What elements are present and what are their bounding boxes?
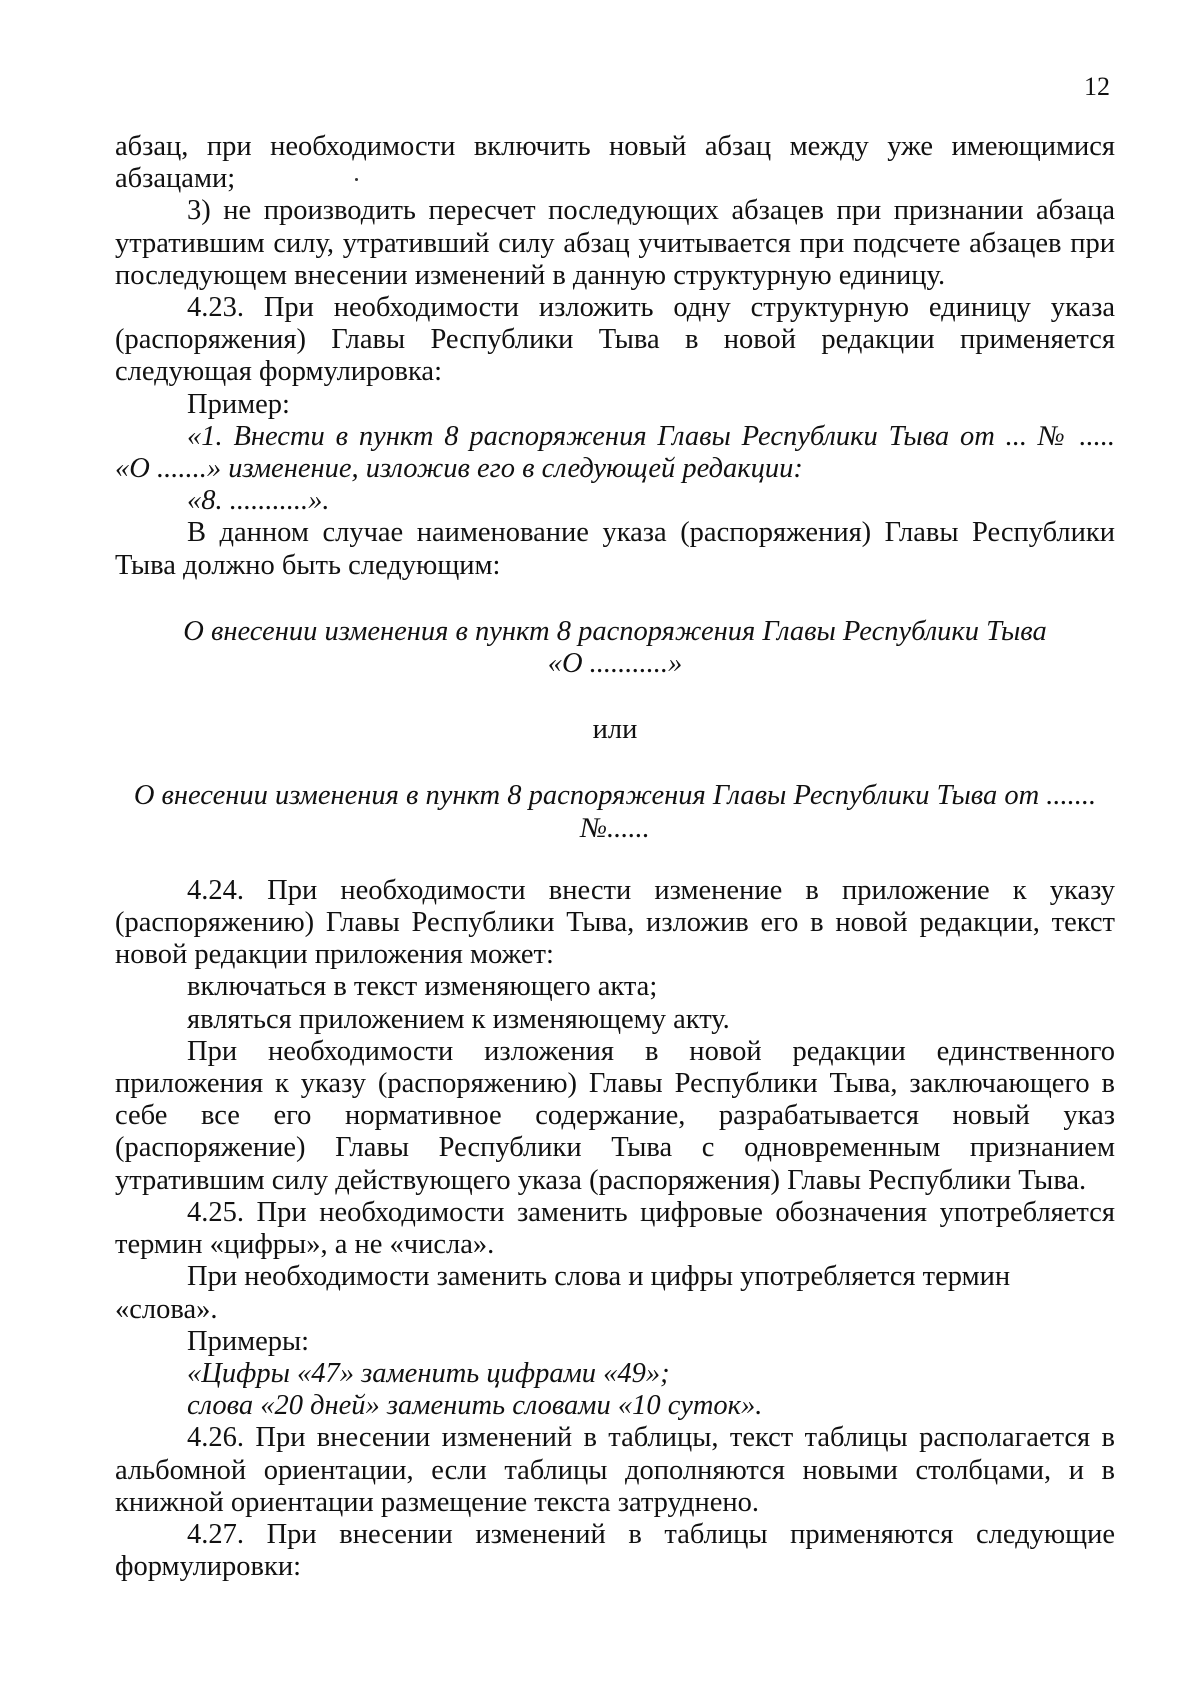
paragraph-line: абзацами; [115, 163, 236, 195]
paragraph: Примеры: [187, 1325, 310, 1357]
paragraph: 4.27. При внесении изменений в таблицы применяются следующие формулировки: [115, 1518, 1115, 1583]
paragraph: При необходимости изложения в новой редакции единственного приложения к указу (распоряжению) Главы Республики Тыва, заключающего в себе все его нормативное содержание, разрабатывается новый указ (распоряжение) Главы Республики Тыва с одновременным признанием утратившим силу действующего указа (распоряжения) Главы Республики Тыва. [115, 1035, 1115, 1196]
paragraph: В данном случае наименование указа (распоряжения) Главы Республики Тыва должно быть следующим: [115, 517, 1115, 581]
paragraph: 4.25. При необходимости заменить цифровые обозначения употребляется термин «цифры», а не «числа». [115, 1196, 1115, 1261]
paragraph: 4.23. При необходимости изложить одну структурную единицу указа (распоряжения) Главы Республики Тыва в новой редакции применяется следующая формулировка: [115, 292, 1115, 388]
paragraph: 3) не производить пересчет последующих абзацев при признании абзаца утратившим силу, утративший силу абзац учитывается при подсчете абзацев при последующем внесении изменений в данную структурную единицу. [115, 195, 1115, 291]
example-line: «1. Внести в пункт 8 распоряжения Главы Республики Тыва от ... № ..... [187, 420, 1115, 452]
paragraph: При необходимости заменить слова и цифры употребляется термин «слова». [115, 1261, 1011, 1325]
example-title-line: «О ...........» [547, 648, 683, 680]
paragraph: являться приложением к изменяющему акту. [187, 1003, 730, 1035]
example-line: «О .......» изменение, изложив его в следующей редакции: [115, 453, 803, 485]
example-line: «8. ...........». [187, 485, 330, 517]
example-line: «Цифры «47» заменить цифрами «49»; [187, 1357, 670, 1389]
example-title-line: №...... [580, 812, 650, 844]
example-title-line: О внесении изменения в пункт 8 распоряжения Главы Республики Тыва [183, 615, 1047, 647]
paragraph-line: абзац, при необходимости включить новый абзац между уже имеющимися [115, 131, 1115, 162]
paragraph: 4.24. При необходимости внести изменение в приложение к указу (распоряжению) Главы Республики Тыва, изложив его в новой редакции, текст новой редакции приложения может: [115, 874, 1115, 971]
or-separator: или [592, 714, 638, 746]
example-title-line: О внесении изменения в пункт 8 распоряжения Главы Республики Тыва от ....... [133, 780, 1097, 812]
paragraph: 4.26. При внесении изменений в таблицы, текст таблицы располагается в альбомной ориентации, если таблицы дополняются новыми столбцами, и в книжной ориентации размещение текста затруднено. [115, 1422, 1115, 1518]
example-line: слова «20 дней» заменить словами «10 суток». [187, 1390, 763, 1422]
page-number: 12 [1084, 72, 1110, 101]
paragraph: включаться в текст изменяющего акта; [187, 971, 658, 1003]
paragraph: Пример: [187, 388, 290, 420]
document-body [115, 131, 1115, 1583]
